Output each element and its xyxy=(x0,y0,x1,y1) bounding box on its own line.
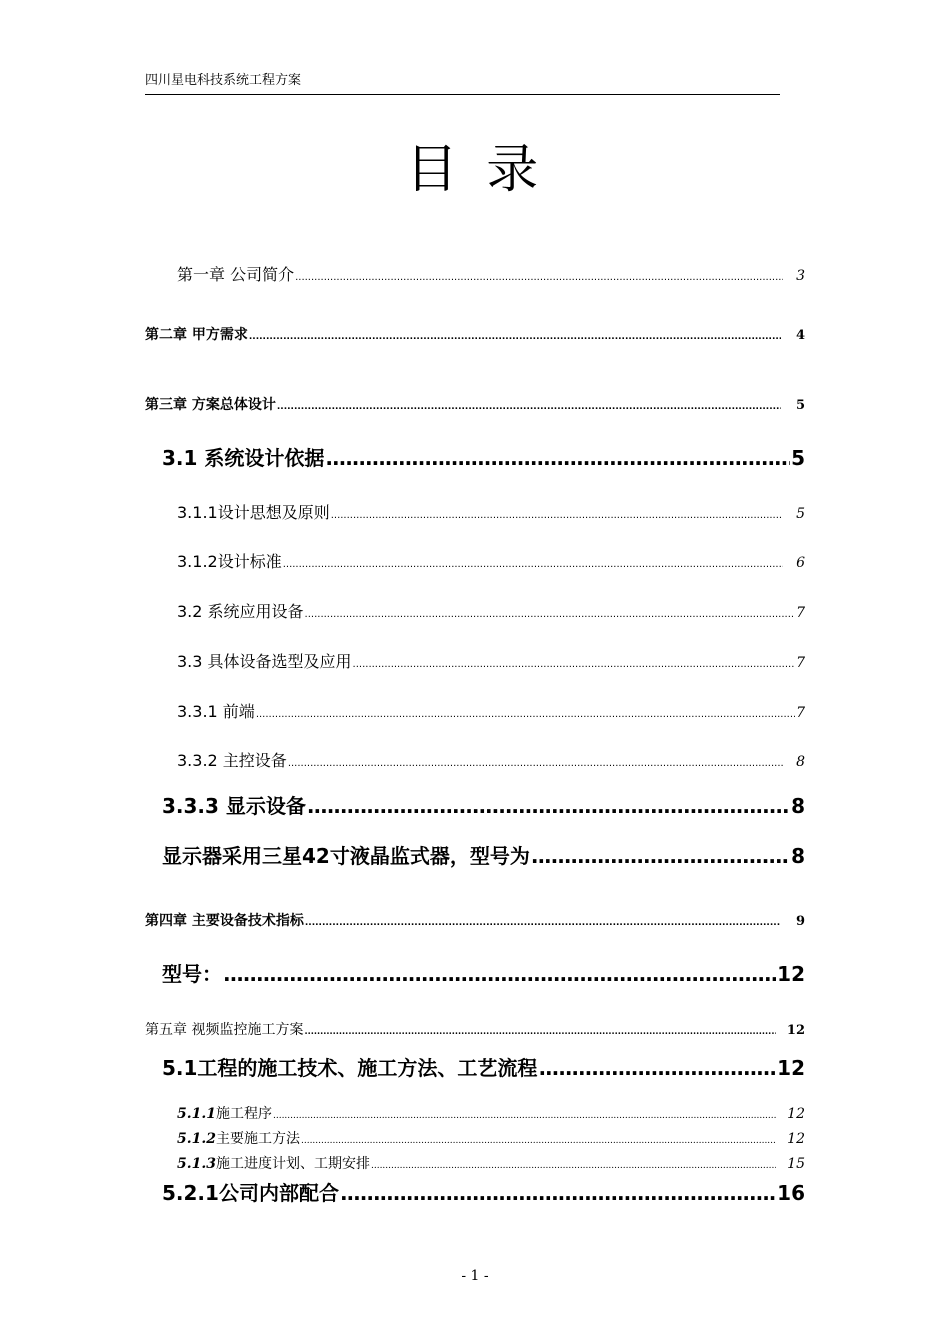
toc-entry-page: 12 xyxy=(777,962,805,986)
toc-leader xyxy=(325,444,790,472)
toc-entry-5-1[interactable] xyxy=(162,1054,805,1082)
toc-entry-page: 15 xyxy=(787,1156,805,1172)
toc-entry-chapter-3[interactable] xyxy=(145,395,805,417)
toc-entry-label: 第三章 方案总体设计 xyxy=(145,397,276,413)
toc-entry-page: 5 xyxy=(795,398,805,413)
toc-entry-page: 8 xyxy=(791,794,805,818)
toc-leader xyxy=(371,1156,776,1176)
toc-leader xyxy=(538,1054,776,1082)
toc-entry-label: 施工进度计划、工期安排 xyxy=(215,1156,370,1172)
toc-entry-label: 3.1 系统设计依据 xyxy=(162,446,325,470)
toc-entry-5-1-1[interactable] xyxy=(177,1104,805,1126)
toc-entry-page: 7 xyxy=(796,605,805,621)
toc-leader xyxy=(304,1022,775,1042)
toc-entry-page: 3 xyxy=(796,268,805,284)
toc-leader xyxy=(256,704,795,726)
toc-entry-label: 3.3 具体设备选型及应用 xyxy=(177,652,352,671)
toc-leader xyxy=(340,1179,776,1207)
toc-entry-number: 5.1.2 xyxy=(177,1131,216,1147)
toc-leader xyxy=(288,753,783,775)
toc-leader xyxy=(277,397,781,417)
toc-entry-label: 3.3.3 显示设备 xyxy=(162,794,306,818)
toc-entry-page: 16 xyxy=(777,1181,805,1205)
toc-entry-label: 主要施工方法 xyxy=(215,1131,300,1147)
toc-entry-page: 8 xyxy=(791,844,805,868)
toc-entry-page: 7 xyxy=(796,655,805,671)
toc-entry-page: 12 xyxy=(786,1023,805,1038)
toc-entry-label: 型号： xyxy=(162,962,222,986)
toc-entry-label: 5.1工程的施工技术、施工方法、工艺流程 xyxy=(162,1056,538,1080)
toc-entry-model[interactable] xyxy=(162,960,805,988)
toc-entry-display-model[interactable] xyxy=(162,842,805,870)
toc-leader xyxy=(305,604,796,626)
toc-entry-3-3[interactable] xyxy=(177,651,805,676)
toc-entry-3-3-1[interactable] xyxy=(177,701,805,726)
toc-entry-chapter-5[interactable] xyxy=(145,1020,805,1042)
toc-entry-3-1-1[interactable] xyxy=(177,502,805,527)
toc-entry-label: 第四章 主要设备技术指标 xyxy=(145,913,304,929)
toc-entry-page: 12 xyxy=(787,1131,805,1147)
toc-entry-page: 12 xyxy=(777,1056,805,1080)
toc-entry-label: 第五章 视频监控施工方案 xyxy=(145,1022,304,1038)
toc-entry-5-1-2[interactable] xyxy=(177,1129,805,1151)
toc-entry-label: 3.1.2设计标准 xyxy=(177,552,282,571)
toc-entry-3-3-3[interactable] xyxy=(162,792,805,820)
toc-leader xyxy=(305,913,781,933)
toc-leader xyxy=(273,1106,776,1126)
toc-leader xyxy=(531,842,790,870)
toc-entry-page: 6 xyxy=(796,555,805,571)
toc-entry-page: 4 xyxy=(795,328,805,343)
toc-entry-label: 3.3.2 主控设备 xyxy=(177,751,287,770)
toc-leader xyxy=(295,267,783,289)
toc-leader xyxy=(331,505,783,527)
toc-entry-label: 第二章 甲方需求 xyxy=(145,327,248,343)
toc-entry-5-2-1[interactable] xyxy=(162,1179,805,1207)
toc-entry-chapter-2[interactable] xyxy=(145,325,805,347)
toc-entry-number: 5.1.1 xyxy=(177,1106,216,1122)
toc-entry-3-1[interactable] xyxy=(162,444,805,472)
toc-entry-label: 第一章 公司简介 xyxy=(177,265,295,284)
header-text: 四川星电科技系统工程方案 xyxy=(145,73,302,88)
toc-entry-label: 3.3.1 前端 xyxy=(177,702,255,721)
toc-entry-label: 3.2 系统应用设备 xyxy=(177,602,304,621)
toc-entry-page: 9 xyxy=(795,914,805,929)
toc-entry-page: 5 xyxy=(791,446,805,470)
toc-entry-3-2[interactable] xyxy=(177,601,805,626)
toc-leader xyxy=(283,554,783,576)
toc-leader xyxy=(307,792,790,820)
toc-leader xyxy=(353,654,796,676)
toc-entry-label: 5.2.1公司内部配合 xyxy=(162,1181,339,1205)
toc-entry-page: 12 xyxy=(787,1106,805,1122)
toc-entry-chapter-1[interactable] xyxy=(177,264,805,289)
toc-entry-page: 7 xyxy=(796,705,805,721)
page-header xyxy=(145,72,780,95)
toc-entry-chapter-4[interactable] xyxy=(145,911,805,933)
toc-entry-label: 3.1.1设计思想及原则 xyxy=(177,503,330,522)
toc-entry-5-1-3[interactable] xyxy=(177,1154,805,1176)
page-number: - 1 - xyxy=(461,1268,489,1284)
toc-entry-3-1-2[interactable] xyxy=(177,551,805,576)
toc-entry-number: 5.1.3 xyxy=(177,1156,216,1172)
toc-entry-label: 显示器采用三星42寸液晶监式器，型号为 xyxy=(162,844,530,868)
page-title: 目 录 xyxy=(405,140,545,200)
toc-entry-page: 8 xyxy=(796,754,805,770)
toc-entry-label: 施工程序 xyxy=(215,1106,272,1122)
toc-leader xyxy=(301,1131,776,1151)
toc-leader xyxy=(249,327,781,347)
toc-leader xyxy=(223,960,776,988)
toc-entry-page: 5 xyxy=(796,506,805,522)
toc-entry-3-3-2[interactable] xyxy=(177,750,805,775)
